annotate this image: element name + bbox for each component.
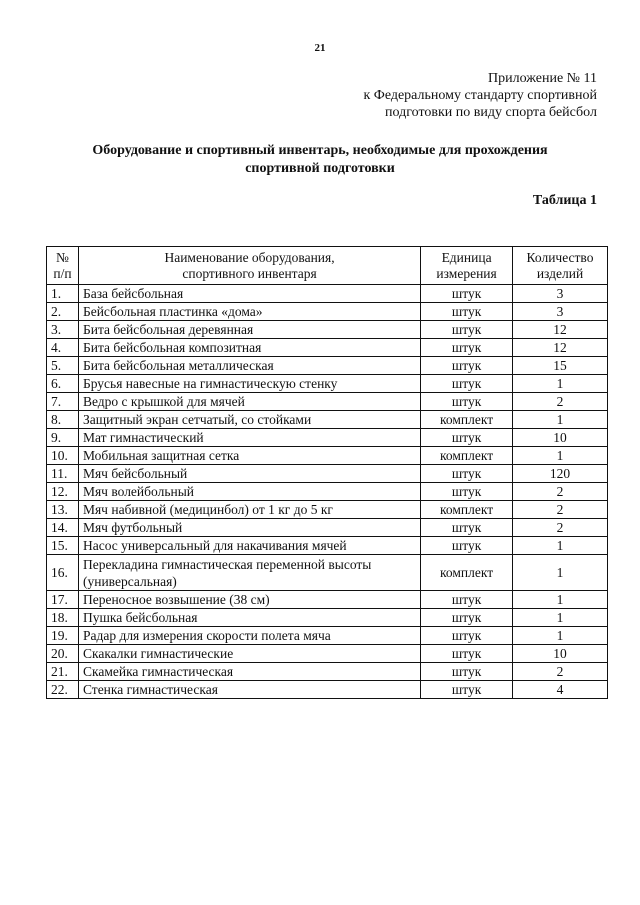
- cell-num: 9.: [47, 429, 79, 447]
- cell-name: Брусья навесные на гимнастическую стенку: [78, 375, 420, 393]
- header-unit: [421, 247, 513, 285]
- cell-num: 7.: [47, 393, 79, 411]
- title-line-2: спортивной подготовки: [245, 161, 395, 176]
- header-name: [78, 247, 420, 285]
- cell-qty: 2: [513, 483, 608, 501]
- cell-qty: 1: [513, 609, 608, 627]
- cell-num: 16.: [47, 555, 79, 591]
- table-row: [47, 645, 608, 663]
- cell-qty: 2: [513, 519, 608, 537]
- cell-qty: 1: [513, 627, 608, 645]
- cell-num: 5.: [47, 357, 79, 375]
- table-row: [47, 447, 608, 465]
- cell-qty: 12: [513, 339, 608, 357]
- table-row: [47, 609, 608, 627]
- cell-num: 15.: [47, 537, 79, 555]
- cell-unit: штук: [421, 519, 513, 537]
- cell-num: 8.: [47, 411, 79, 429]
- cell-qty: 1: [513, 591, 608, 609]
- cell-num: 4.: [47, 339, 79, 357]
- cell-name: Защитный экран сетчатый, со стойками: [78, 411, 420, 429]
- header-qty-line-1: Количество: [526, 249, 594, 265]
- table-row: [47, 501, 608, 519]
- header-qty-line-2: изделий: [536, 265, 584, 281]
- cell-name: Мяч набивной (медицинбол) от 1 кг до 5 кг: [78, 501, 420, 519]
- cell-num: 11.: [47, 465, 79, 483]
- table-row: [47, 483, 608, 501]
- header-name-line-1: Наименование оборудования,: [164, 249, 335, 265]
- title-line-1: Оборудование и спортивный инвентарь, необходимые для прохождения: [92, 143, 548, 158]
- appendix-line-1: Приложение № 11: [488, 71, 597, 86]
- table-row: [47, 411, 608, 429]
- cell-num: 22.: [47, 681, 79, 699]
- cell-name: Бита бейсбольная металлическая: [78, 357, 420, 375]
- cell-qty: 2: [513, 501, 608, 519]
- cell-unit: штук: [421, 393, 513, 411]
- cell-name: Мяч бейсбольный: [78, 465, 420, 483]
- cell-unit: штук: [421, 465, 513, 483]
- cell-qty: 3: [513, 303, 608, 321]
- cell-unit: штук: [421, 483, 513, 501]
- cell-name-line-1: Перекладина гимнастическая переменной высоты: [82, 556, 372, 572]
- table-row: [47, 555, 608, 591]
- cell-qty: 10: [513, 645, 608, 663]
- cell-qty: 4: [513, 681, 608, 699]
- cell-unit: штук: [421, 645, 513, 663]
- cell-qty: 2: [513, 393, 608, 411]
- cell-unit: штук: [421, 609, 513, 627]
- table-row: [47, 465, 608, 483]
- cell-name: Бита бейсбольная деревянная: [78, 321, 420, 339]
- page-number: 21: [314, 42, 326, 54]
- cell-num: 1.: [47, 285, 79, 303]
- cell-qty: 120: [513, 465, 608, 483]
- table-row: [47, 537, 608, 555]
- table-body: [47, 285, 608, 699]
- table-row: [47, 357, 608, 375]
- cell-unit: штук: [421, 537, 513, 555]
- cell-qty: 1: [513, 411, 608, 429]
- cell-unit: штук: [421, 429, 513, 447]
- table-row: [47, 285, 608, 303]
- cell-num: 13.: [47, 501, 79, 519]
- table-row: [47, 591, 608, 609]
- table-row: [47, 681, 608, 699]
- cell-name: Бейсбольная пластинка «дома»: [78, 303, 420, 321]
- table-row: [47, 393, 608, 411]
- cell-unit: комплект: [421, 447, 513, 465]
- cell-qty: 12: [513, 321, 608, 339]
- cell-qty: 1: [513, 447, 608, 465]
- cell-num: 2.: [47, 303, 79, 321]
- cell-name: Мобильная защитная сетка: [78, 447, 420, 465]
- header-qty: [513, 247, 608, 285]
- cell-qty: 10: [513, 429, 608, 447]
- cell-num: 14.: [47, 519, 79, 537]
- cell-name: Скакалки гимнастические: [78, 645, 420, 663]
- cell-name: Стенка гимнастическая: [78, 681, 420, 699]
- table-row: [47, 375, 608, 393]
- cell-unit: штук: [421, 591, 513, 609]
- cell-qty: 15: [513, 357, 608, 375]
- cell-unit: комплект: [421, 411, 513, 429]
- table-label: Таблица 1: [532, 193, 597, 208]
- cell-name: Пушка бейсбольная: [78, 609, 420, 627]
- cell-num: 6.: [47, 375, 79, 393]
- cell-num: 3.: [47, 321, 79, 339]
- cell-name: [78, 555, 420, 591]
- table-row: [47, 663, 608, 681]
- cell-unit: штук: [421, 357, 513, 375]
- cell-num: 19.: [47, 627, 79, 645]
- table-row: [47, 339, 608, 357]
- cell-unit: комплект: [421, 501, 513, 519]
- cell-name: Насос универсальный для накачивания мячей: [78, 537, 420, 555]
- header-num: [47, 247, 79, 285]
- appendix-header: [363, 70, 597, 121]
- cell-num: 18.: [47, 609, 79, 627]
- cell-name: Мат гимнастический: [78, 429, 420, 447]
- cell-unit: штук: [421, 681, 513, 699]
- cell-unit: комплект: [421, 555, 513, 591]
- appendix-line-3: подготовки по виду спорта бейсбол: [385, 105, 597, 120]
- table-row: [47, 303, 608, 321]
- table-row: [47, 321, 608, 339]
- cell-name: Скамейка гимнастическая: [78, 663, 420, 681]
- cell-qty: 1: [513, 537, 608, 555]
- cell-qty: 1: [513, 375, 608, 393]
- cell-unit: штук: [421, 375, 513, 393]
- table-row: [47, 627, 608, 645]
- cell-name-line-2: (универсальная): [82, 573, 177, 589]
- cell-num: 21.: [47, 663, 79, 681]
- header-num-line-1: №: [56, 249, 69, 265]
- cell-name: Радар для измерения скорости полета мяча: [78, 627, 420, 645]
- table-row: [47, 429, 608, 447]
- cell-name: Бита бейсбольная композитная: [78, 339, 420, 357]
- cell-qty: 3: [513, 285, 608, 303]
- table-header-row: [47, 247, 608, 285]
- header-name-line-2: спортивного инвентаря: [182, 265, 317, 281]
- document-title: [0, 142, 640, 178]
- header-unit-line-2: измерения: [436, 265, 497, 281]
- cell-name: Переносное возвышение (38 см): [78, 591, 420, 609]
- cell-unit: штук: [421, 285, 513, 303]
- cell-num: 12.: [47, 483, 79, 501]
- cell-name: Мяч волейбольный: [78, 483, 420, 501]
- equipment-table: [46, 246, 608, 699]
- cell-unit: штук: [421, 663, 513, 681]
- cell-qty: 1: [513, 555, 608, 591]
- cell-unit: штук: [421, 339, 513, 357]
- header-unit-line-1: Единица: [441, 249, 492, 265]
- header-num-line-2: п/п: [53, 265, 72, 281]
- cell-qty: 2: [513, 663, 608, 681]
- cell-name: Мяч футбольный: [78, 519, 420, 537]
- cell-unit: штук: [421, 627, 513, 645]
- table-row: [47, 519, 608, 537]
- cell-unit: штук: [421, 303, 513, 321]
- appendix-line-2: к Федеральному стандарту спортивной: [363, 88, 597, 103]
- cell-num: 20.: [47, 645, 79, 663]
- cell-unit: штук: [421, 321, 513, 339]
- cell-num: 10.: [47, 447, 79, 465]
- cell-num: 17.: [47, 591, 79, 609]
- cell-name: База бейсбольная: [78, 285, 420, 303]
- cell-name: Ведро с крышкой для мячей: [78, 393, 420, 411]
